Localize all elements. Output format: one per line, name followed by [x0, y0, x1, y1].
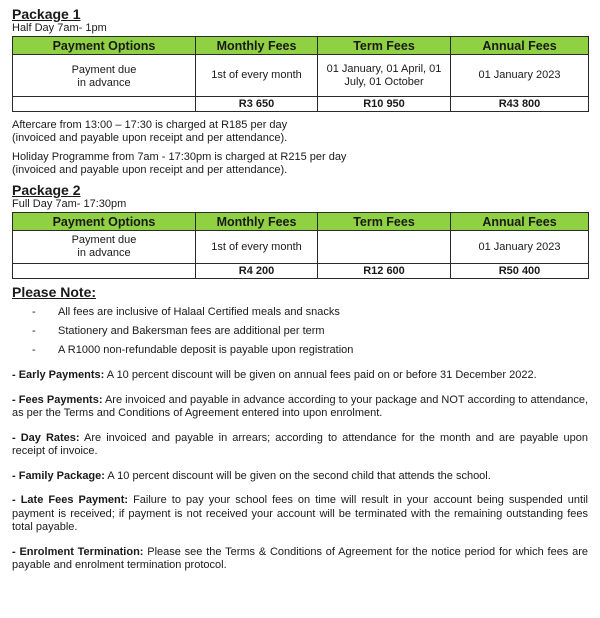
rule-text: A 10 percent discount will be given on annual fees paid on or before 31 December 2022.: [104, 369, 537, 381]
table-total-row: [13, 97, 589, 112]
cell-term-total: R10 950: [318, 97, 451, 112]
note-text: All fees are inclusive of Halaal Certified meals and snacks: [58, 306, 340, 318]
package2-fee-table: [12, 212, 589, 279]
note-text: A R1000 non-refundable deposit is payable upon registration: [58, 344, 354, 356]
cell-term-total: R12 600: [318, 264, 451, 279]
list-item: [12, 344, 588, 357]
cell-monthly-total: R3 650: [196, 97, 318, 112]
rule-fees-payments: [12, 394, 588, 421]
please-note-heading: Please Note:: [12, 284, 97, 300]
rule-early-payments: [12, 369, 588, 383]
cell-total-blank: [13, 97, 196, 112]
header-term-fees: Term Fees: [318, 213, 451, 231]
header-monthly-fees: Monthly Fees: [196, 37, 318, 55]
cell-term-due: 01 January, 01 April, 01 July, 01 October: [318, 55, 451, 97]
package2-subtitle: Full Day 7am- 17:30pm: [12, 198, 127, 210]
rule-label: - Day Rates:: [12, 431, 80, 444]
rule-label: - Late Fees Payment:: [12, 494, 129, 506]
cell-payment-option: Payment due in advance: [13, 231, 196, 264]
rule-late-fees-payment: [12, 494, 588, 535]
header-payment-options: Payment Options: [13, 37, 196, 55]
rule-label: - Family Package:: [12, 469, 105, 482]
rule-text: Are invoiced and payable in advance according to your package and NOT according to attendance, as per the Terms and Conditions of Agreement entered into upon enrolment.: [12, 393, 589, 419]
rule-text: Failure to pay your school fees on time will result in your account being suspended until payment is received; if payment is not received your account will be terminated with the remaining outstanding fees total payable.: [12, 494, 588, 533]
rule-label: - Early Payments:: [12, 369, 105, 381]
cell-monthly-due: 1st of every month: [196, 231, 318, 264]
cell-total-blank: [13, 264, 196, 279]
package1-title: Package 1: [12, 6, 81, 22]
cell-payment-option: Payment due in advance: [13, 55, 196, 97]
rule-label: - Enrolment Termination:: [12, 545, 144, 558]
aftercare-text: Aftercare from 13:00 – 17:30 is charged at R185 per day (invoiced and payable upon receipt and per attendance).: [12, 119, 288, 144]
rule-enrolment-termination: [12, 546, 588, 573]
table-total-row: [13, 264, 589, 279]
rule-text: Please see the Terms & Conditions of Agreement for the notice period for which fees are payable and enrolment termination protocol.: [12, 545, 589, 571]
rule-label: - Fees Payments:: [12, 393, 103, 406]
header-payment-options: Payment Options: [13, 213, 196, 231]
header-annual-fees: Annual Fees: [451, 213, 589, 231]
fee-document: [12, 6, 588, 584]
rule-text: Are invoiced and payable in arrears; according to attendance for the month and are payable upon receipt of invoice.: [12, 431, 589, 457]
note-list: [12, 306, 588, 357]
list-item: [12, 306, 588, 319]
header-annual-fees: Annual Fees: [451, 37, 589, 55]
package1-fee-table: [12, 36, 589, 112]
package1-subtitle: Half Day 7am- 1pm: [12, 22, 107, 34]
cell-annual-total: R50 400: [451, 264, 589, 279]
rule-day-rates: [12, 432, 588, 459]
cell-term-due: [318, 231, 451, 264]
table-header-row: [13, 213, 589, 231]
header-term-fees: Term Fees: [318, 37, 451, 55]
list-item: [12, 325, 588, 338]
table-row: [13, 231, 589, 264]
header-monthly-fees: Monthly Fees: [196, 213, 318, 231]
rule-text: A 10 percent discount will be given on the second child that attends the school.: [104, 469, 491, 482]
table-row: [13, 55, 589, 97]
cell-annual-total: R43 800: [451, 97, 589, 112]
package2-title: Package 2: [12, 182, 81, 198]
dash-marker: -: [32, 306, 36, 318]
cell-monthly-total: R4 200: [196, 264, 318, 279]
holiday-programme-text: Holiday Programme from 7am - 17:30pm is charged at R215 per day (invoiced and payable upon receipt and per attendance).: [12, 151, 347, 176]
cell-annual-due: 01 January 2023: [451, 55, 589, 97]
note-text: Stationery and Bakersman fees are additional per term: [58, 325, 325, 337]
dash-marker: -: [32, 325, 36, 337]
rules-section: [12, 369, 588, 573]
table-header-row: [13, 37, 589, 55]
cell-annual-due: 01 January 2023: [451, 231, 589, 264]
cell-monthly-due: 1st of every month: [196, 55, 318, 97]
rule-family-package: [12, 470, 588, 484]
dash-marker: -: [32, 344, 36, 356]
